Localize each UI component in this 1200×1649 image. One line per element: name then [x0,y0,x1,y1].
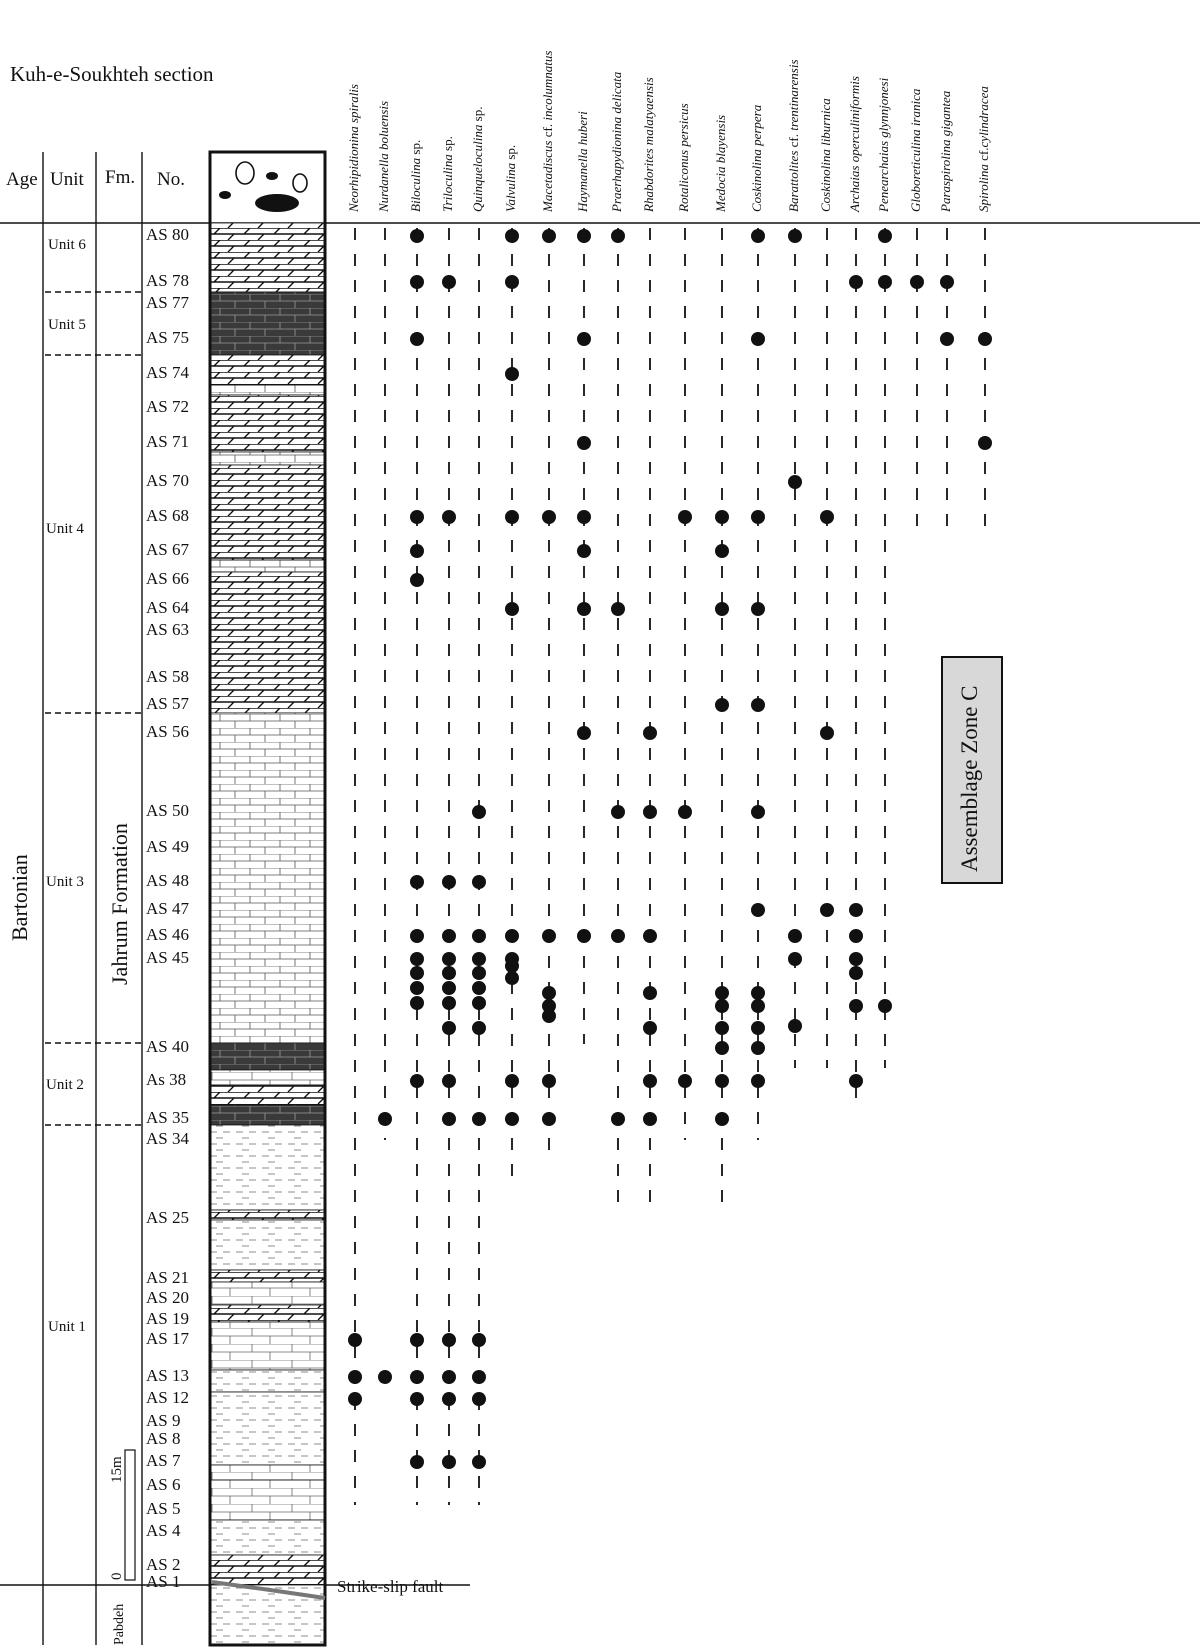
occurrence-dot [878,275,892,289]
occurrence-dot [472,875,486,889]
occurrence-dot [611,929,625,943]
sample-label: AS 40 [146,1037,189,1056]
occurrence-dot [442,996,456,1010]
species-label [677,103,690,212]
lithology-layer-10 [210,1043,325,1070]
occurrence-dot [410,929,424,943]
header-age: Age [6,169,38,190]
species-name-italic: Valvulina [503,162,518,212]
occurrence-dot [978,436,992,450]
occurrence-dot [715,698,729,712]
occurrence-dot [715,999,729,1013]
sample-label: AS 5 [146,1499,181,1518]
occurrence-dot [472,1021,486,1035]
sample-label: AS 77 [146,293,189,312]
sample-label: AS 7 [146,1451,181,1470]
lithology-layer-11 [210,1070,325,1085]
occurrence-dot [715,544,729,558]
occurrence-dot [472,1455,486,1469]
species-name-italic: Penearchaias glynnjonesi [876,77,891,212]
species-label [541,51,554,212]
occurrence-dot [643,1112,657,1126]
occurrence-dot [577,510,591,524]
species-label [939,91,952,212]
occurrence-dot [940,332,954,346]
occurrence-dot [978,332,992,346]
species-name-italic: Paraspirolina gigantea [938,90,953,212]
occurrence-dot [751,999,765,1013]
occurrence-dot [910,275,924,289]
occurrence-dot [542,929,556,943]
species-qualifier: sp. [408,139,423,158]
lithology-layer-26 [210,1555,325,1585]
occurrence-dot [472,1392,486,1406]
lithology-layer-3 [210,385,325,395]
lithology-layer-22 [210,1392,325,1465]
sample-label: AS 50 [146,801,189,820]
occurrence-dot [410,1392,424,1406]
occurrence-dot [577,544,591,558]
occurrence-dot [751,805,765,819]
species-qualifier: cf. [540,120,555,141]
species-qualifier: cf. [976,147,991,165]
occurrence-dot [410,1370,424,1384]
occurrence-dot [348,1392,362,1406]
occurrence-dot [410,573,424,587]
occurrence-dot [643,726,657,740]
occurrence-dot [505,929,519,943]
sample-label: As 38 [146,1070,187,1089]
occurrence-dot [348,1333,362,1347]
occurrence-dot [472,805,486,819]
species-epithet: incolumnatus [540,50,555,121]
scale-bar [125,1450,135,1580]
header-no: No. [157,169,185,190]
formation-label: Jahrum Formation [107,823,132,985]
sample-label: AS 58 [146,667,189,686]
occurrence-dot [472,952,486,966]
occurrence-dot [505,229,519,243]
occurrence-dot [577,436,591,450]
occurrence-dot [751,903,765,917]
sample-label: AS 35 [146,1108,189,1127]
occurrence-dot [472,1112,486,1126]
lithology-layer-7 [210,560,325,572]
occurrence-dot [472,981,486,995]
unit-4-label: Unit 4 [46,521,84,537]
sample-label: AS 13 [146,1366,189,1385]
lithology-layer-19 [210,1305,325,1322]
lithology-layer-24 [210,1480,325,1520]
lithology-layer-9 [210,713,325,1043]
lithology-layer-5 [210,452,325,465]
occurrence-dot [378,1370,392,1384]
occurrence-dot [505,1112,519,1126]
scale-15m: 15m [109,1456,125,1483]
occurrence-dot [410,952,424,966]
occurrence-dot [542,986,556,1000]
occurrence-dot [410,1455,424,1469]
species-qualifier: sp. [503,144,518,163]
unit-6-label: Unit 6 [48,237,86,253]
species-label [610,72,623,212]
occurrence-dot [442,1021,456,1035]
lithology-layer-2 [210,355,325,385]
species-name-italic: Coskinolina liburnica [818,98,833,212]
species-name-italic: Triloculina [440,154,455,212]
occurrence-dot [788,229,802,243]
occurrence-dot [410,1074,424,1088]
occurrence-dot [542,1009,556,1023]
occurrence-dot [715,602,729,616]
species-label [642,77,655,212]
occurrence-dot [442,510,456,524]
species-name-italic: Coskinolina perpera [749,104,764,212]
sample-label: AS 67 [146,540,189,559]
sample-label: AS 21 [146,1268,189,1287]
species-qualifier: sp. [470,106,485,125]
occurrence-dot [849,903,863,917]
species-label [977,86,990,212]
pabdeh-label: Pabdeh [112,1603,127,1645]
lithology-layer-6 [210,465,325,560]
header-fm: Fm. [105,167,136,188]
species-label [409,140,422,212]
occurrence-dot [542,510,556,524]
species-epithet: trentinarensis [786,59,801,131]
sample-label: AS 70 [146,471,189,490]
occurrence-dot [643,1074,657,1088]
occurrence-dot [410,510,424,524]
occurrence-dot [820,903,834,917]
fault-label: Strike-slip fault [337,1577,444,1596]
species-label [441,136,454,212]
occurrence-dot [505,367,519,381]
species-name-italic: Spirolina [976,164,991,212]
occurrence-dot [410,981,424,995]
lithology-layer-18 [210,1282,325,1305]
occurrence-dot [410,544,424,558]
sample-label: AS 45 [146,948,189,967]
sample-label: AS 72 [146,397,189,416]
occurrence-dot [472,1370,486,1384]
occurrence-dot [410,966,424,980]
occurrence-dot [751,602,765,616]
lithology-layer-8 [210,572,325,713]
species-name-italic: Quinqueloculina [470,124,485,212]
lithology-layer-20 [210,1322,325,1370]
occurrence-dot [678,1074,692,1088]
occurrence-dot [505,959,519,973]
lithology-layer-0 [210,223,325,292]
species-label [347,84,360,212]
occurrence-dot [410,332,424,346]
occurrence-dot [542,1074,556,1088]
occurrence-dot [410,996,424,1010]
header-unit: Unit [50,169,84,190]
occurrence-dot [577,602,591,616]
occurrence-dot [505,275,519,289]
species-label [504,145,517,212]
occurrence-dot [577,229,591,243]
sample-label: AS 25 [146,1208,189,1227]
occurrence-dot [820,510,834,524]
occurrence-dot [442,1074,456,1088]
sample-label: AS 80 [146,225,189,244]
occurrence-dot [442,1455,456,1469]
occurrence-dot [442,1112,456,1126]
occurrence-dot [715,1021,729,1035]
sample-label: AS 74 [146,363,189,382]
species-name-italic: Globoreticulina iranica [908,88,923,212]
sample-label: AS 4 [146,1521,181,1540]
lithology-layer-16 [210,1220,325,1270]
occurrence-dot [542,1112,556,1126]
occurrence-dot [849,999,863,1013]
occurrence-dot [788,952,802,966]
occurrence-dot [442,875,456,889]
species-name-italic: Archaias operculiniformis [847,76,862,212]
occurrence-dot [505,971,519,985]
species-label [819,98,832,212]
sample-label: AS 78 [146,271,189,290]
sample-label: AS 6 [146,1475,181,1494]
occurrence-dot [410,1333,424,1347]
sample-label: AS 47 [146,899,189,918]
occurrence-dot [611,602,625,616]
sample-label: AS 68 [146,506,189,525]
sample-label: AS 17 [146,1329,189,1348]
species-name-italic: Macetadiscus [540,140,555,212]
occurrence-dot [715,986,729,1000]
occurrence-dot [751,1021,765,1035]
section-title: Kuh-e-Soukhteh section [10,62,214,86]
lithology-layer-14 [210,1125,325,1210]
occurrence-dot [442,275,456,289]
legend-filled-large [255,194,299,212]
occurrence-dot [472,996,486,1010]
sample-label: AS 49 [146,837,189,856]
occurrence-dot [751,986,765,1000]
species-label [576,111,589,212]
sample-label: AS 46 [146,925,189,944]
species-name-italic: Praerhapydionina delicata [609,71,624,212]
sample-label: AS 9 [146,1411,181,1430]
unit-1-label: Unit 1 [48,1319,86,1335]
occurrence-dot [472,929,486,943]
occurrence-dot [472,1333,486,1347]
occurrence-dot [348,1370,362,1384]
occurrence-dot [678,805,692,819]
occurrence-dot [751,698,765,712]
occurrence-dot [751,510,765,524]
sample-label: AS 66 [146,569,189,588]
occurrence-dot [643,805,657,819]
occurrence-dot [542,229,556,243]
sample-label: AS 48 [146,871,189,890]
occurrence-dot [788,475,802,489]
occurrence-dot [505,510,519,524]
species-label [909,89,922,212]
age-label: Bartonian [7,854,32,941]
sample-label: AS 64 [146,598,189,617]
occurrence-dot [940,275,954,289]
occurrence-dot [442,1333,456,1347]
species-name-italic: Nurdanella boluensis [376,100,391,212]
occurrence-dot [442,1370,456,1384]
occurrence-dot [410,229,424,243]
species-name-italic: Medocia blayensis [713,114,728,212]
occurrence-dot [788,929,802,943]
scale-zero: 0 [109,1572,125,1580]
occurrence-dot [849,1074,863,1088]
species-qualifier: sp. [440,136,455,155]
occurrence-dot [788,1019,802,1033]
unit-2-label: Unit 2 [46,1077,84,1093]
occurrence-dot [577,929,591,943]
species-epithet: cylindracea [976,86,991,148]
legend-filled-small [266,172,278,180]
lithology-layer-4 [210,395,325,452]
sample-label: AS 63 [146,620,189,639]
occurrence-dot [715,510,729,524]
occurrence-dot [505,602,519,616]
occurrence-dot [442,929,456,943]
species-qualifier: cf. [786,130,801,151]
occurrence-dot [442,952,456,966]
occurrence-dot [442,981,456,995]
occurrence-dot [410,275,424,289]
species-label [787,59,800,212]
lithology-layer-25 [210,1520,325,1555]
occurrence-dot [849,952,863,966]
lithology-layer-23 [210,1465,325,1480]
lithology-layer-17 [210,1270,325,1282]
species-label [471,107,484,212]
legend-filled-tiny [219,191,231,199]
sample-label: AS 19 [146,1309,189,1328]
sample-label: AS 71 [146,432,189,451]
assemblage-zone-label: Assemblage Zone C [957,685,982,872]
unit-5-label: Unit 5 [48,317,86,333]
occurrence-dot [849,966,863,980]
occurrence-dot [751,1041,765,1055]
species-name-italic: Barattolites [786,150,801,212]
occurrence-dot [577,332,591,346]
occurrence-dot [611,1112,625,1126]
species-label [377,101,390,212]
lithology-layer-1 [210,292,325,355]
lithology-layer-21 [210,1370,325,1392]
species-name-italic: Neorhipidionina spiralis [346,84,361,212]
species-label [714,115,727,212]
species-name-italic: Rhabdorites malatyaensis [641,77,656,212]
occurrence-dot [678,510,692,524]
occurrence-dot [643,929,657,943]
species-label [750,105,763,212]
lithology-layer-13 [210,1105,325,1125]
lithology-layer-15 [210,1210,325,1220]
lithology-layer-12 [210,1085,325,1105]
sample-label: AS 57 [146,694,189,713]
sample-label: AS 20 [146,1288,189,1307]
occurrence-dot [472,966,486,980]
sample-label: AS 56 [146,722,189,741]
occurrence-dot [820,726,834,740]
sample-label: AS 8 [146,1429,181,1448]
occurrence-dot [378,1112,392,1126]
occurrence-dot [751,229,765,243]
species-name-italic: Rotaliconus persicus [676,103,691,212]
occurrence-dot [611,229,625,243]
species-label [848,76,861,212]
occurrence-dot [410,875,424,889]
occurrence-dot [751,1074,765,1088]
occurrence-dot [715,1041,729,1055]
occurrence-dot [751,332,765,346]
sample-label: AS 75 [146,328,189,347]
occurrence-dot [577,726,591,740]
occurrence-dot [715,1112,729,1126]
occurrence-dot [505,1074,519,1088]
occurrence-dot [643,986,657,1000]
occurrence-dot [878,999,892,1013]
occurrence-dot [442,966,456,980]
occurrence-dot [442,1392,456,1406]
occurrence-dot [878,229,892,243]
species-name-italic: Biloculina [408,157,423,212]
species-label [877,78,890,212]
sample-label: AS 12 [146,1388,189,1407]
occurrence-dot [611,805,625,819]
legend-open-oval-large [236,162,254,184]
occurrence-dot [715,1074,729,1088]
sample-label: AS 34 [146,1129,189,1148]
occurrence-dot [849,275,863,289]
sample-label: AS 1 [146,1572,181,1591]
occurrence-dot [643,1021,657,1035]
occurrence-layer [348,228,992,1505]
legend-open-oval-small [293,174,307,192]
occurrence-dot [849,929,863,943]
sample-label: AS 2 [146,1555,181,1574]
species-name-italic: Haymanella huberi [575,111,590,212]
unit-3-label: Unit 3 [46,874,84,890]
